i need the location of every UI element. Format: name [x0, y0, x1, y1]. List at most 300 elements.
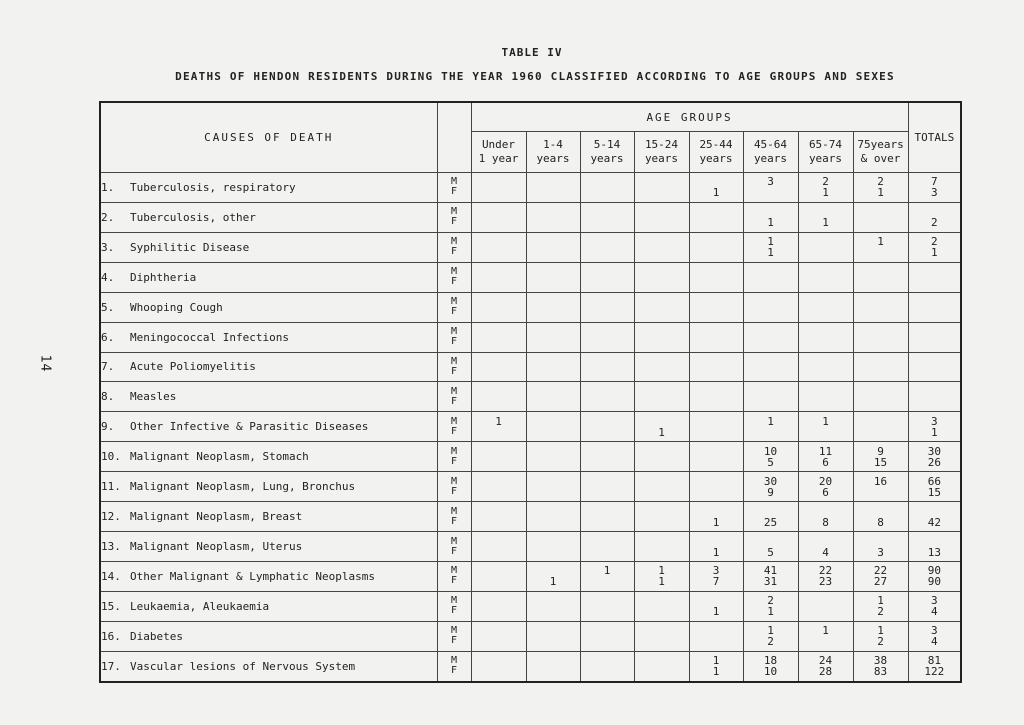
female-count: [799, 307, 853, 318]
female-count: 1: [767, 605, 774, 619]
female-count: [581, 517, 634, 528]
female-count: [527, 337, 580, 348]
female-count: 42: [927, 515, 941, 529]
male-count: 1: [877, 594, 884, 608]
sex-male: M: [450, 415, 458, 427]
cause-name: Diphtheria: [130, 270, 197, 284]
age-group-label-line: 1-4: [543, 138, 563, 151]
count-cell: [853, 262, 908, 292]
male-count: 1: [495, 414, 502, 428]
female-count: [854, 247, 908, 258]
male-count: [635, 236, 689, 247]
female-count: [799, 606, 853, 617]
age-group-label-line: 5-14: [593, 138, 621, 151]
table-row: [100, 352, 961, 382]
female-count: 1: [767, 246, 774, 260]
count-cell: [634, 232, 689, 262]
female-count: [527, 517, 580, 528]
count-cell: [743, 591, 798, 621]
female-count: [744, 187, 798, 198]
table-number: TABLE IV: [501, 46, 563, 59]
male-count: [690, 476, 743, 487]
total-cell: [908, 262, 961, 292]
age-group-label-line: 15-24: [644, 138, 679, 151]
female-count: [690, 636, 743, 647]
male-count: [690, 356, 743, 367]
male-count: [635, 625, 689, 636]
age-group-label-line: 75years: [857, 138, 904, 151]
male-count: [527, 386, 580, 397]
female-count: [744, 427, 798, 438]
male-count: [690, 506, 743, 517]
table-row: [100, 262, 961, 292]
count-cell: [743, 352, 798, 382]
male-count: [635, 476, 689, 487]
sex-cell: [437, 561, 471, 591]
count-cell: [798, 621, 853, 651]
female-count: [581, 427, 634, 438]
count-cell: [853, 532, 908, 562]
female-count: [472, 547, 526, 558]
male-count: 41: [763, 564, 778, 578]
female-count: [472, 487, 526, 498]
male-count: [527, 356, 580, 367]
female-count: 1: [712, 605, 720, 619]
female-count: 1: [658, 425, 665, 439]
count-cell: [853, 591, 908, 621]
count-cell: [580, 382, 634, 412]
male-count: [527, 206, 580, 217]
count-cell: [526, 412, 580, 442]
age-group-label-line: 25-44: [699, 138, 733, 151]
male-count: [472, 565, 526, 576]
table-row: [100, 232, 961, 262]
female-count: 5: [767, 455, 774, 469]
female-count: [690, 247, 743, 258]
total-cell: [908, 202, 961, 232]
female-count: [744, 307, 798, 318]
cause-name: Syphilitic Disease: [130, 240, 250, 254]
count-cell: [580, 472, 634, 502]
cause-number: 16.: [101, 629, 121, 643]
cause-cell: [100, 561, 437, 591]
count-cell: [689, 232, 743, 262]
female-count: 1: [767, 216, 774, 230]
male-count: [527, 176, 580, 187]
cause-cell: [100, 382, 437, 412]
female-count: [527, 427, 580, 438]
count-cell: [798, 412, 853, 442]
female-count: [527, 606, 580, 617]
sex-male: M: [450, 625, 458, 637]
sex-female: F: [450, 365, 458, 377]
male-count: [909, 296, 961, 307]
total-cell: [908, 502, 961, 532]
male-count: [527, 326, 580, 337]
male-count: [527, 296, 580, 307]
female-count: 1: [931, 246, 938, 260]
male-count: [854, 296, 908, 307]
male-count: [472, 506, 526, 517]
female-count: 27: [873, 575, 888, 589]
age-group-header: [853, 132, 908, 173]
total-cell: [908, 322, 961, 352]
female-count: [581, 187, 634, 198]
table-row: [100, 173, 961, 203]
female-count: 4: [822, 545, 829, 559]
male-count: 10: [763, 444, 778, 458]
cause-number: 7.: [101, 360, 115, 374]
male-count: 81: [927, 654, 941, 668]
count-cell: [634, 262, 689, 292]
count-cell: [471, 262, 526, 292]
male-count: [690, 416, 743, 427]
cause-name: Other Malignant & Lymphatic Neoplasms: [130, 569, 376, 583]
table-row: [100, 412, 961, 442]
total-cell: [908, 382, 961, 412]
count-cell: [689, 502, 743, 532]
female-count: [909, 367, 961, 378]
count-cell: [526, 472, 580, 502]
male-count: [581, 206, 634, 217]
female-count: [472, 427, 526, 438]
male-count: [581, 386, 634, 397]
female-count: [635, 307, 689, 318]
total-cell: [908, 232, 961, 262]
male-count: [581, 356, 634, 367]
count-cell: [471, 621, 526, 651]
sex-cell: [437, 262, 471, 292]
total-cell: [908, 591, 961, 621]
female-count: [581, 487, 634, 498]
count-cell: [853, 472, 908, 502]
female-count: [854, 217, 908, 228]
female-count: [854, 277, 908, 288]
female-count: [635, 636, 689, 647]
count-cell: [471, 442, 526, 472]
male-count: 1: [712, 654, 720, 668]
cause-name: Other Infective & Parasitic Diseases: [130, 420, 369, 434]
age-group-header: [743, 132, 798, 173]
count-cell: [853, 202, 908, 232]
count-cell: [689, 352, 743, 382]
count-cell: [689, 621, 743, 651]
total-cell: [908, 442, 961, 472]
count-cell: [853, 232, 908, 262]
male-count: [690, 236, 743, 247]
count-cell: [580, 173, 634, 203]
total-cell: [908, 621, 961, 651]
total-cell: [908, 651, 961, 682]
female-count: 2: [931, 216, 938, 230]
female-count: [581, 247, 634, 258]
count-cell: [526, 591, 580, 621]
male-count: [690, 625, 743, 636]
female-count: [635, 337, 689, 348]
sex-female: F: [450, 485, 458, 497]
count-cell: [689, 591, 743, 621]
male-count: 2: [877, 175, 884, 189]
age-group-header: [798, 132, 853, 173]
sex-female: F: [450, 246, 458, 258]
cause-cell: [100, 591, 437, 621]
female-count: [690, 457, 743, 468]
female-count: [527, 397, 580, 408]
female-count: 90: [927, 575, 941, 589]
table-row: [100, 322, 961, 352]
male-count: [472, 536, 526, 547]
cause-name: Whooping Cough: [130, 300, 223, 314]
female-count: 1: [712, 186, 720, 200]
sex-male: M: [450, 236, 458, 248]
female-count: [799, 367, 853, 378]
female-count: 1: [549, 575, 557, 589]
count-cell: [743, 442, 798, 472]
male-count: 30: [927, 444, 941, 458]
female-count: [854, 337, 908, 348]
count-cell: [580, 232, 634, 262]
table-row: [100, 472, 961, 502]
count-cell: [580, 352, 634, 382]
male-count: [635, 446, 689, 457]
sex-male: M: [450, 266, 458, 278]
male-count: [581, 266, 634, 277]
male-count: 2: [767, 594, 774, 608]
count-cell: [471, 561, 526, 591]
cause-number: 5.: [101, 300, 115, 314]
table-row: [100, 532, 961, 562]
male-count: [472, 176, 526, 187]
cause-number: 11.: [101, 480, 121, 494]
sex-cell: [437, 322, 471, 352]
male-count: [909, 386, 961, 397]
male-count: 3: [931, 414, 938, 428]
cause-cell: [100, 502, 437, 532]
sex-cell: [437, 442, 471, 472]
male-count: 2: [822, 175, 829, 189]
table-row: [100, 502, 961, 532]
count-cell: [634, 532, 689, 562]
table-row: [100, 202, 961, 232]
count-cell: [743, 472, 798, 502]
female-count: [527, 277, 580, 288]
female-count: 1: [712, 665, 720, 679]
count-cell: [798, 232, 853, 262]
sex-male: M: [450, 595, 458, 607]
male-count: [854, 266, 908, 277]
male-count: 18: [763, 654, 778, 668]
female-count: [799, 277, 853, 288]
sex-male: M: [450, 445, 458, 457]
count-cell: [580, 292, 634, 322]
male-count: [527, 476, 580, 487]
male-count: [635, 655, 689, 666]
male-count: [854, 386, 908, 397]
female-count: [690, 397, 743, 408]
count-cell: [743, 532, 798, 562]
cause-number: 13.: [101, 540, 121, 554]
male-count: [690, 326, 743, 337]
male-count: [472, 206, 526, 217]
male-count: 1: [877, 235, 884, 249]
male-count: [527, 446, 580, 457]
male-count: [635, 326, 689, 337]
female-count: 8: [822, 515, 829, 529]
count-cell: [743, 561, 798, 591]
female-count: [472, 247, 526, 258]
cause-number: 14.: [101, 569, 121, 583]
count-cell: [580, 442, 634, 472]
cause-cell: [100, 292, 437, 322]
female-count: [527, 487, 580, 498]
female-count: [635, 517, 689, 528]
female-count: [527, 307, 580, 318]
page-number: 14: [37, 354, 53, 373]
male-count: 90: [927, 564, 941, 578]
count-cell: [798, 262, 853, 292]
count-cell: [526, 262, 580, 292]
female-count: [854, 307, 908, 318]
count-cell: [689, 651, 743, 682]
count-cell: [471, 651, 526, 682]
count-cell: [526, 621, 580, 651]
female-count: [635, 547, 689, 558]
male-count: [635, 536, 689, 547]
female-count: [581, 576, 634, 587]
male-count: [581, 326, 634, 337]
male-count: [799, 356, 853, 367]
sex-cell: [437, 173, 471, 203]
female-count: [527, 666, 580, 677]
female-count: [690, 307, 743, 318]
count-cell: [743, 232, 798, 262]
female-count: [581, 397, 634, 408]
count-cell: [634, 202, 689, 232]
female-count: [472, 576, 526, 587]
male-count: [527, 506, 580, 517]
female-count: [581, 547, 634, 558]
count-cell: [471, 532, 526, 562]
female-count: 5: [767, 545, 774, 559]
male-count: 22: [873, 564, 888, 578]
female-count: 7: [712, 575, 720, 589]
male-count: 20: [818, 474, 833, 488]
sex-header: [437, 102, 471, 173]
count-cell: [689, 322, 743, 352]
male-count: [799, 326, 853, 337]
female-count: [690, 277, 743, 288]
female-count: [744, 277, 798, 288]
male-count: [799, 595, 853, 606]
female-count: [472, 367, 526, 378]
count-cell: [526, 442, 580, 472]
cause-name: Diabetes: [130, 629, 183, 643]
count-cell: [526, 651, 580, 682]
age-group-label-line: Under: [481, 138, 516, 151]
count-cell: [798, 322, 853, 352]
female-count: [635, 367, 689, 378]
count-cell: [689, 442, 743, 472]
male-count: [909, 536, 961, 547]
count-cell: [743, 202, 798, 232]
sex-cell: [437, 472, 471, 502]
female-count: [472, 457, 526, 468]
male-count: [854, 326, 908, 337]
male-count: [581, 476, 634, 487]
female-count: [581, 457, 634, 468]
female-count: [581, 636, 634, 647]
count-cell: [526, 502, 580, 532]
female-count: [635, 217, 689, 228]
count-cell: [743, 651, 798, 682]
male-count: [854, 506, 908, 517]
sex-male: M: [450, 565, 458, 577]
female-count: [635, 606, 689, 617]
male-count: [744, 296, 798, 307]
count-cell: [853, 442, 908, 472]
total-cell: [908, 532, 961, 562]
count-cell: [526, 532, 580, 562]
male-count: [527, 536, 580, 547]
female-count: 25: [763, 515, 778, 529]
count-cell: [471, 202, 526, 232]
male-count: [744, 326, 798, 337]
male-count: 3: [712, 564, 720, 578]
male-count: [635, 506, 689, 517]
male-count: [635, 176, 689, 187]
count-cell: [580, 262, 634, 292]
count-cell: [580, 621, 634, 651]
count-cell: [471, 232, 526, 262]
count-cell: [853, 352, 908, 382]
count-cell: [526, 232, 580, 262]
sex-male: M: [450, 206, 458, 218]
female-count: [799, 397, 853, 408]
female-count: [690, 487, 743, 498]
count-cell: [853, 651, 908, 682]
male-count: [472, 356, 526, 367]
female-count: [472, 606, 526, 617]
female-count: [527, 547, 580, 558]
male-count: [635, 296, 689, 307]
count-cell: [853, 322, 908, 352]
age-group-label-line: years: [590, 152, 624, 165]
table-title: DEATHS OF HENDON RESIDENTS DURING THE YEAR 1960 CLASSIFIED ACCORDING TO AGE GROUPS AND SEXES: [175, 70, 895, 83]
cause-cell: [100, 322, 437, 352]
count-cell: [798, 292, 853, 322]
male-count: 1: [767, 235, 774, 249]
male-count: [909, 356, 961, 367]
cause-number: 12.: [101, 510, 121, 524]
male-count: [690, 536, 743, 547]
female-count: 3: [877, 545, 884, 559]
count-cell: [853, 502, 908, 532]
count-cell: [689, 412, 743, 442]
male-count: [909, 506, 961, 517]
sex-cell: [437, 621, 471, 651]
count-cell: [853, 621, 908, 651]
cause-cell: [100, 262, 437, 292]
sex-male: M: [450, 505, 458, 517]
table-row: [100, 561, 961, 591]
count-cell: [689, 292, 743, 322]
female-count: [854, 487, 908, 498]
male-count: 1: [822, 624, 829, 638]
count-cell: [798, 173, 853, 203]
female-count: 1: [822, 216, 829, 230]
female-count: [472, 517, 526, 528]
female-count: [527, 187, 580, 198]
